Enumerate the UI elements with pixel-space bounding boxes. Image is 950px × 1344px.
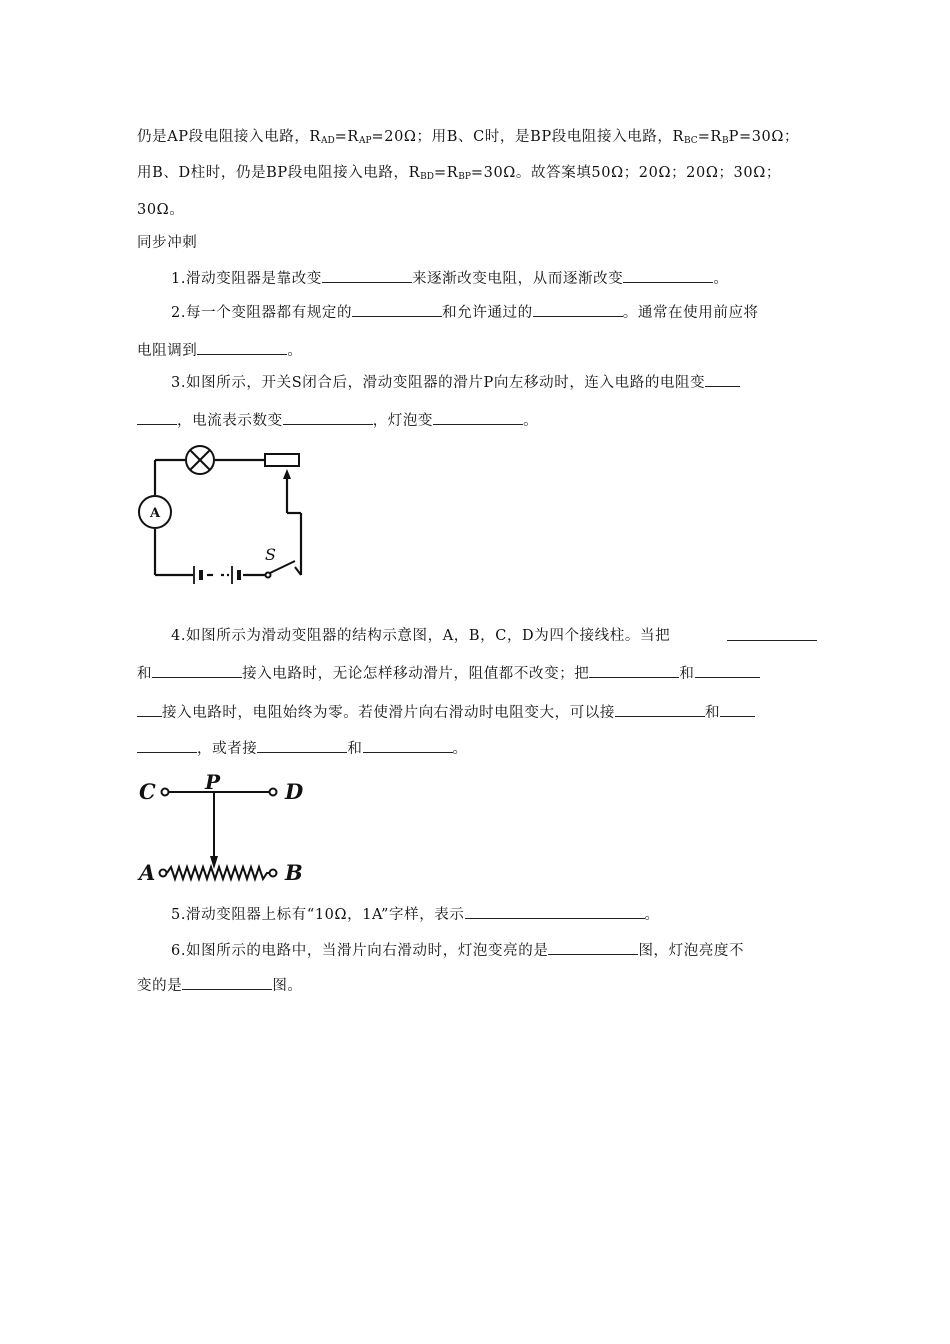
answer-blank[interactable] <box>197 340 287 355</box>
answer-blank[interactable] <box>615 702 705 717</box>
answer-blank[interactable] <box>533 302 623 317</box>
rheostat-structure-diagram <box>137 770 317 890</box>
solution-line-2: 用B、D柱时，仍是BP段电阻接入电路，$R_{BD}=R_{BP}=30\Omega$。故答案填50Ω；20Ω；20Ω；30Ω； <box>137 165 781 182</box>
answer-blank[interactable] <box>137 738 197 753</box>
rheostat-symbol <box>265 454 299 466</box>
answer-blank[interactable] <box>727 626 817 641</box>
answer-blank[interactable] <box>695 663 760 678</box>
question-4-line-2: 和 接入电路时，无论怎样移动滑片，阻值都不改变；把 和 <box>137 663 817 684</box>
answer-blank[interactable] <box>433 410 523 425</box>
terminal-a-label: A <box>139 860 156 885</box>
question-4-line-1: 4.如图所示为滑动变阻器的结构示意图，A，B，C，D为四个接线柱。当把 <box>171 626 817 646</box>
answer-blank[interactable] <box>352 302 442 317</box>
svg-text:A: A <box>149 506 161 521</box>
question-3-line-1: 3.如图所示，开关S闭合后，滑动变阻器的滑片P向左移动时，连入电路的电阻变 <box>171 372 817 393</box>
terminal-d <box>270 789 277 796</box>
answer-blank[interactable] <box>720 702 755 717</box>
battery-symbol <box>194 566 239 584</box>
question-6-line-1: 6.如图所示的电路中，当滑片向右滑动时，灯泡变亮的是 图，灯泡亮度不 <box>171 940 817 961</box>
terminal-b <box>270 870 277 877</box>
question-2-line-2: 电阻调到 。 <box>137 340 817 361</box>
solution-line-3: 30Ω。 <box>137 202 185 218</box>
answer-blank[interactable] <box>322 268 412 283</box>
answer-blank[interactable] <box>137 702 162 717</box>
answer-blank[interactable] <box>283 410 373 425</box>
solution-line-1: 仍是AP段电阻接入电路，$R_{AD}=R_{AP}=20\Omega$；用B、C时，是BP段电阻接入电路，$R_{BC}=R_BP=30\Omega$； <box>137 129 800 146</box>
slider-p-label: P <box>205 770 221 794</box>
slider-arrow <box>283 469 291 479</box>
answer-blank[interactable] <box>363 738 453 753</box>
terminal-b-label: B <box>285 860 303 885</box>
resistance-coil <box>167 867 269 879</box>
terminal-c <box>162 789 169 796</box>
answer-blank[interactable] <box>152 663 242 678</box>
ammeter-symbol <box>139 496 171 528</box>
question-3-line-2: ，电流表示数变 ，灯泡变 。 <box>137 410 817 431</box>
answer-blank[interactable] <box>623 268 713 283</box>
terminal-d-label: D <box>285 779 304 804</box>
terminal-c-label: C <box>139 779 156 804</box>
answer-blank[interactable] <box>589 663 679 678</box>
terminal-a <box>160 870 167 877</box>
answer-blank[interactable] <box>137 410 177 425</box>
question-5: 5.滑动变阻器上标有“10Ω，1A”字样，表示 。 <box>171 904 817 925</box>
question-6-line-2: 变的是 图。 <box>137 975 817 996</box>
question-1: 1.滑动变阻器是靠改变 来逐渐改变电阻，从而逐渐改变 。 <box>171 268 817 289</box>
switch-label: S <box>265 545 276 564</box>
answer-blank[interactable] <box>548 940 638 955</box>
circuit-diagram <box>135 445 315 585</box>
answer-blank[interactable] <box>182 975 272 990</box>
answer-blank[interactable] <box>257 738 347 753</box>
answer-blank[interactable] <box>705 372 740 387</box>
lamp-symbol <box>186 446 214 474</box>
section-title: 同步冲刺 <box>137 235 198 251</box>
question-2-line-1: 2.每一个变阻器都有规定的 和允许通过的 。通常在使用前应将 <box>171 302 817 323</box>
question-4-line-3: 接入电路时，电阻始终为零。若使滑片向右滑动时电阻变大，可以接 和 <box>137 702 817 723</box>
question-4-line-4: ，或者接 和 。 <box>137 738 817 759</box>
answer-blank[interactable] <box>465 904 645 919</box>
